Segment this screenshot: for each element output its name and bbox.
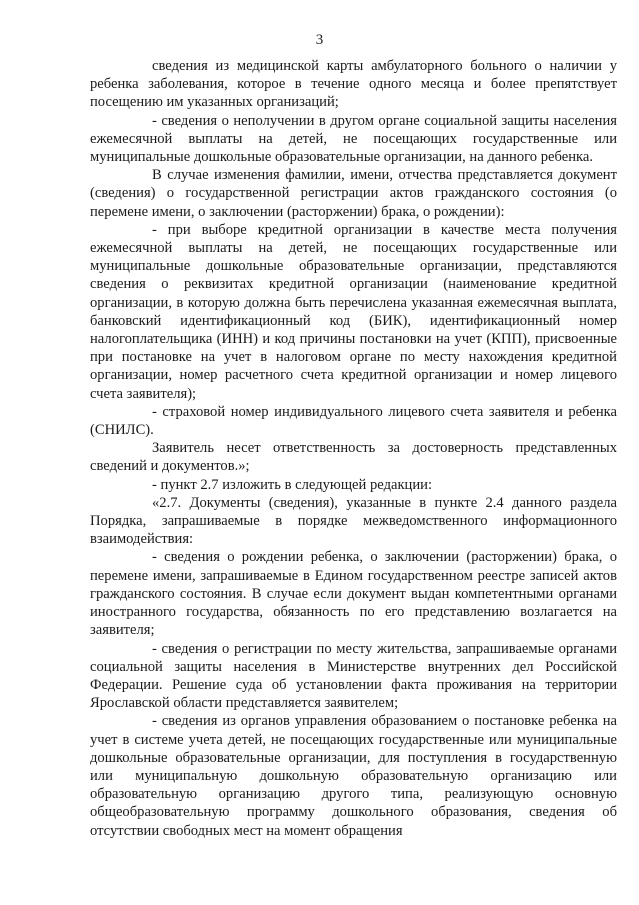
paragraph-clause-2-7: «2.7. Документы (сведения), указанные в пункте 2.4 данного раздела Порядка, запрашиваемые в порядке межведомственного информационного взаимодействия: — [90, 494, 617, 548]
paragraph-name-change: В случае изменения фамилии, имени, отчества представляется документ (сведения) о государственной регистрации актов гражданского состояния (о перемене имени, о заключении (расторжении) брака, о рождении): — [90, 167, 617, 220]
paragraph-clause-2-7-intro: - пункт 2.7 изложить в следующей редакции: — [152, 476, 433, 493]
paragraph-education-registry: - сведения из органов управления образованием о постановке ребенка на учет в системе учета детей, не посещающих государственные или муниципальные дошкольные образовательные организации, для поступления в государственную или муниципальную дошкольную образовательную организацию или образовательную организацию другого типа, реализующую основную общеобразовательную программу дошкольного образования, сведения об отсутствии свободных мест на момент обращения — [90, 713, 617, 839]
paragraph-birth-records: - сведения о рождении ребенка, о заключении (расторжении) брака, о перемене имени, запрашиваемые в Едином государственном реестре записей актов гражданского состояния. В случае если документ выдан компетентными органами иностранного государства, обязанность по его представлению возлагается на заявителя; — [90, 549, 617, 639]
paragraph-responsibility: Заявитель несет ответственность за достоверность представленных сведений и документов.»; — [90, 440, 617, 475]
paragraph-medical-record: сведения из медицинской карты амбулаторного больного о наличии у ребенка заболевания, которое в течение одного месяца и более препятствует посещению им указанных организаций; — [90, 58, 617, 111]
document-body — [90, 57, 617, 840]
paragraph-non-receipt: - сведения о неполучении в другом органе социальной защиты населения ежемесячной выплаты на детей, не посещающих государственные или муниципальные дошкольные образовательные организации, на данного ребенка. — [90, 112, 617, 166]
paragraph-credit-organization: - при выборе кредитной организации в качестве места получения ежемесячной выплаты на детей, не посещающих государственные или муниципальные дошкольные образовательные организации, представляются сведения о реквизитах кредитной организации (наименование кредитной организации, в которую должна быть перечислена указанная ежемесячная выплата, банковский идентификационный код (БИК), идентификационный номер налогоплательщика (ИНН) и код причины постановки на учет (КПП), присвоенные при постановке на учет в налоговом органе по месту нахождения кредитной организации, номер расчетного счета кредитной организации и номер лицевого счета заявителя); — [90, 221, 617, 402]
paragraph-snils: - страховой номер индивидуального лицевого счета заявителя и ребенка (СНИЛС). — [90, 403, 617, 439]
page-number: 3 — [315, 32, 324, 48]
paragraph-registration: - сведения о регистрации по месту жительства, запрашиваемые органами социальной защиты населения в Министерстве внутренних дел Российской Федерации. Решение суда об установлении факта проживания на территории Ярославской области представляется заявителем; — [90, 640, 617, 712]
